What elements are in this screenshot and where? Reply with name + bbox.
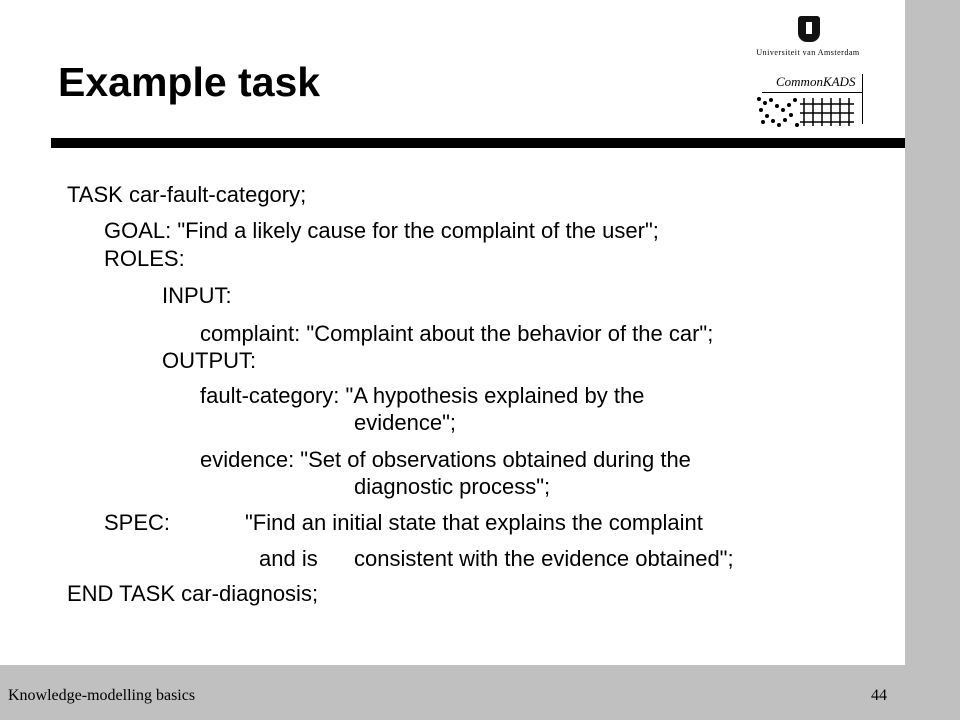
complaint-line: complaint: "Complaint about the behavior of the car"; xyxy=(200,321,714,346)
slide-title: Example task xyxy=(58,59,321,105)
footer-title: Knowledge-modelling basics xyxy=(8,687,196,704)
university-logo-text: Universiteit van Amsterdam xyxy=(756,48,860,57)
fault-category-line: fault-category: "A hypothesis explained by the xyxy=(200,383,645,408)
page-number: 44 xyxy=(871,687,887,704)
task-line: TASK car-fault-category; xyxy=(67,182,307,207)
spec-line: "Find an initial state that explains the complaint xyxy=(245,510,703,535)
commonkads-logo-text: CommonKADS xyxy=(776,74,856,89)
end-task-line: END TASK car-diagnosis; xyxy=(67,581,319,606)
evidence-continuation: diagnostic process"; xyxy=(354,474,551,499)
input-line: INPUT: xyxy=(162,283,232,308)
roles-line: ROLES: xyxy=(104,246,185,271)
output-line: OUTPUT: xyxy=(162,348,257,373)
evidence-line: evidence: "Set of observations obtained during the xyxy=(200,447,691,472)
fault-category-continuation: evidence"; xyxy=(354,410,456,435)
spec-label: SPEC: xyxy=(104,510,171,535)
spec-continuation: consistent with the evidence obtained"; xyxy=(354,546,734,571)
spec-connector: and is xyxy=(259,546,318,571)
goal-line: GOAL: "Find a likely cause for the complaint of the user"; xyxy=(104,218,659,243)
side-band xyxy=(905,0,960,720)
